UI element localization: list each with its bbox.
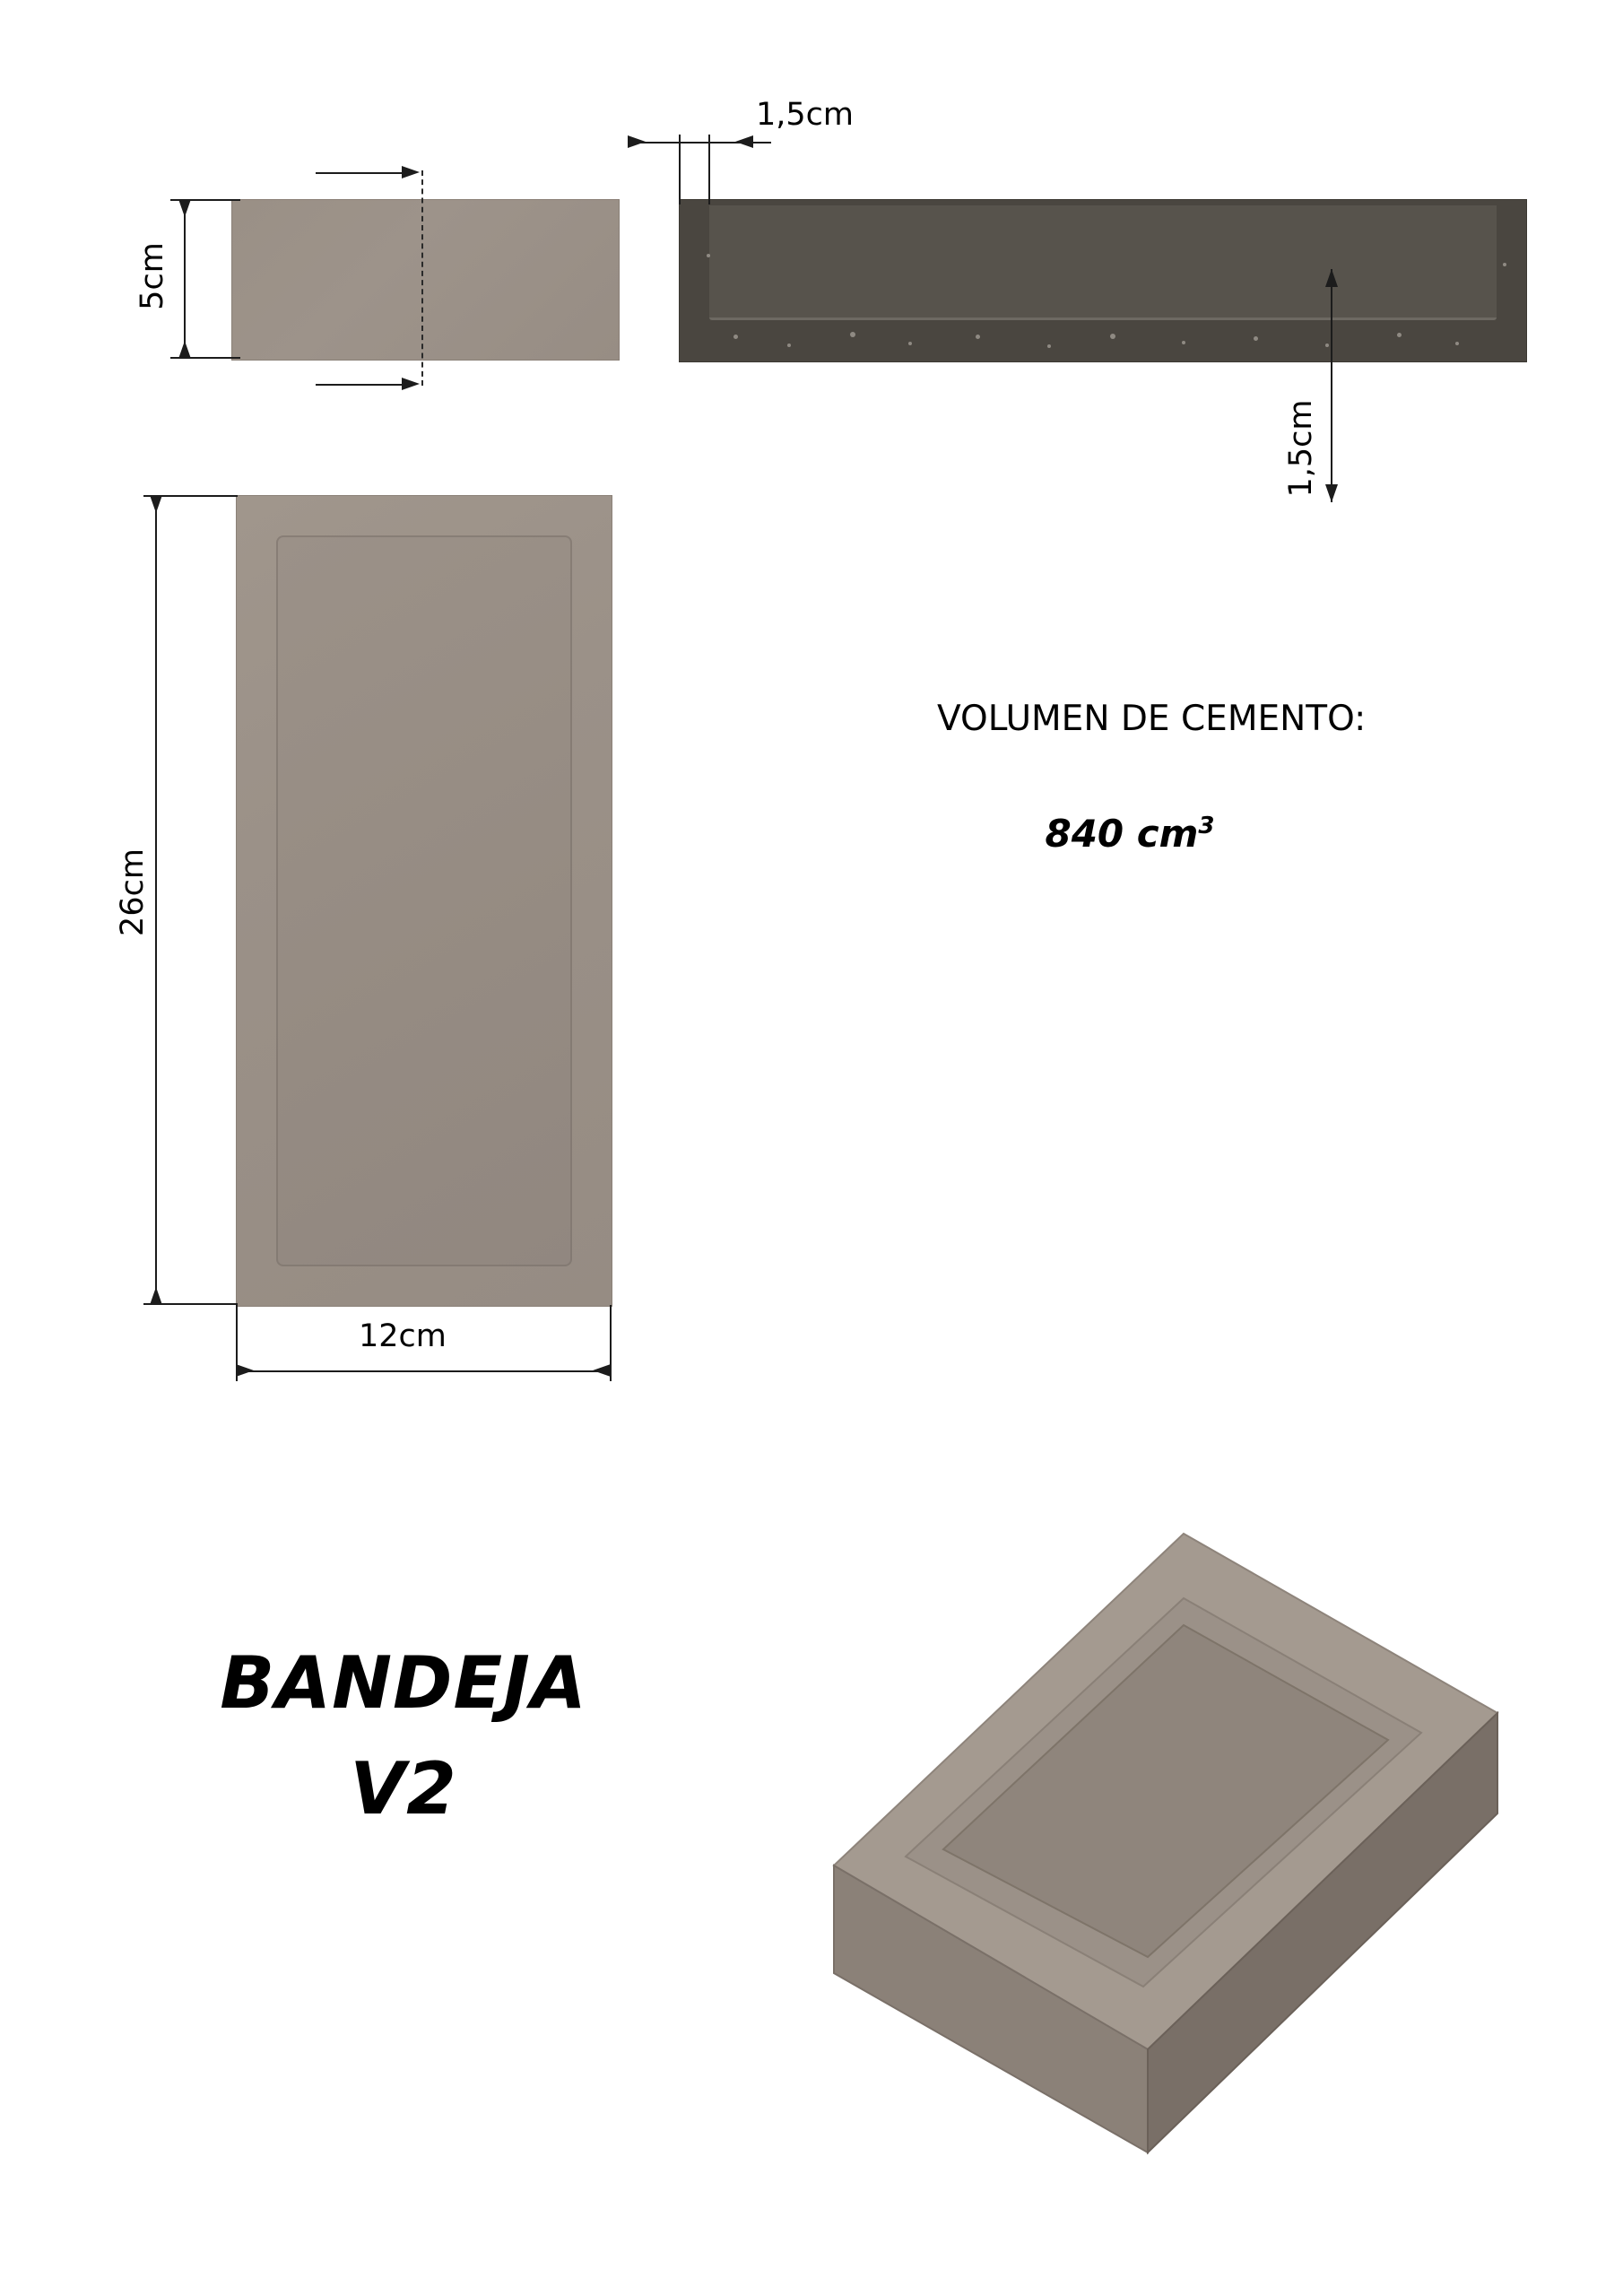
front-view-recess — [276, 535, 572, 1266]
volume-exponent: 3 — [1198, 813, 1215, 839]
speck — [1110, 334, 1115, 339]
speck — [850, 332, 855, 337]
dim-label-26cm: 26cm — [115, 848, 151, 936]
arrow-26cm-bottom — [150, 1287, 162, 1305]
arrow-26cm-top — [150, 495, 162, 513]
arrow-12cm-right — [593, 1364, 611, 1377]
volume-number: 840 cm — [1045, 812, 1199, 856]
speck — [976, 335, 980, 339]
arrow-wall-bottom-top — [1325, 269, 1338, 287]
speck — [1047, 344, 1051, 348]
title-line-2: V2 — [350, 1747, 457, 1831]
dim-tick-top — [316, 172, 414, 174]
arrow-12cm-left — [236, 1364, 254, 1377]
arrow-tick-bottom — [402, 378, 420, 390]
dim-label-wall-bottom: 1,5cm — [1283, 399, 1319, 498]
arrow-5cm-bottom — [178, 341, 191, 359]
dim-label-5cm: 5cm — [135, 242, 170, 310]
side-view-centerline — [421, 170, 423, 386]
volume-label: VOLUMEN DE CEMENTO: — [937, 699, 1367, 739]
section-view-cavity — [709, 205, 1497, 320]
dim-label-wall-top: 1,5cm — [756, 97, 854, 133]
side-view-block — [231, 199, 620, 361]
arrow-wall-top-left — [628, 135, 646, 148]
title-line-1: BANDEJA — [220, 1641, 587, 1725]
volume-value — [937, 812, 1323, 856]
speck — [707, 254, 710, 257]
front-view-block — [236, 495, 612, 1307]
speck — [1503, 263, 1506, 266]
ext-line-wall-top-right — [708, 135, 710, 204]
dim-line-5cm — [184, 199, 186, 359]
speck — [1455, 342, 1459, 345]
speck — [787, 344, 791, 347]
speck — [1254, 336, 1258, 341]
arrow-5cm-top — [178, 199, 191, 217]
speck — [1182, 341, 1185, 344]
speck — [908, 342, 912, 345]
speck — [1397, 333, 1402, 337]
arrow-wall-bottom-bottom — [1325, 484, 1338, 502]
isometric-tray — [610, 1489, 1533, 2188]
arrow-tick-top — [402, 166, 420, 178]
dim-line-26cm — [155, 495, 157, 1305]
dim-line-12cm — [236, 1370, 611, 1372]
arrow-wall-top-right — [735, 135, 753, 148]
section-view-block — [679, 199, 1527, 362]
speck — [733, 335, 738, 339]
dim-line-wall-bottom — [1331, 269, 1332, 502]
speck — [1325, 344, 1329, 347]
dim-tick-bottom — [316, 384, 414, 386]
ext-line-wall-top-left — [679, 135, 681, 204]
dim-label-12cm: 12cm — [359, 1318, 447, 1354]
